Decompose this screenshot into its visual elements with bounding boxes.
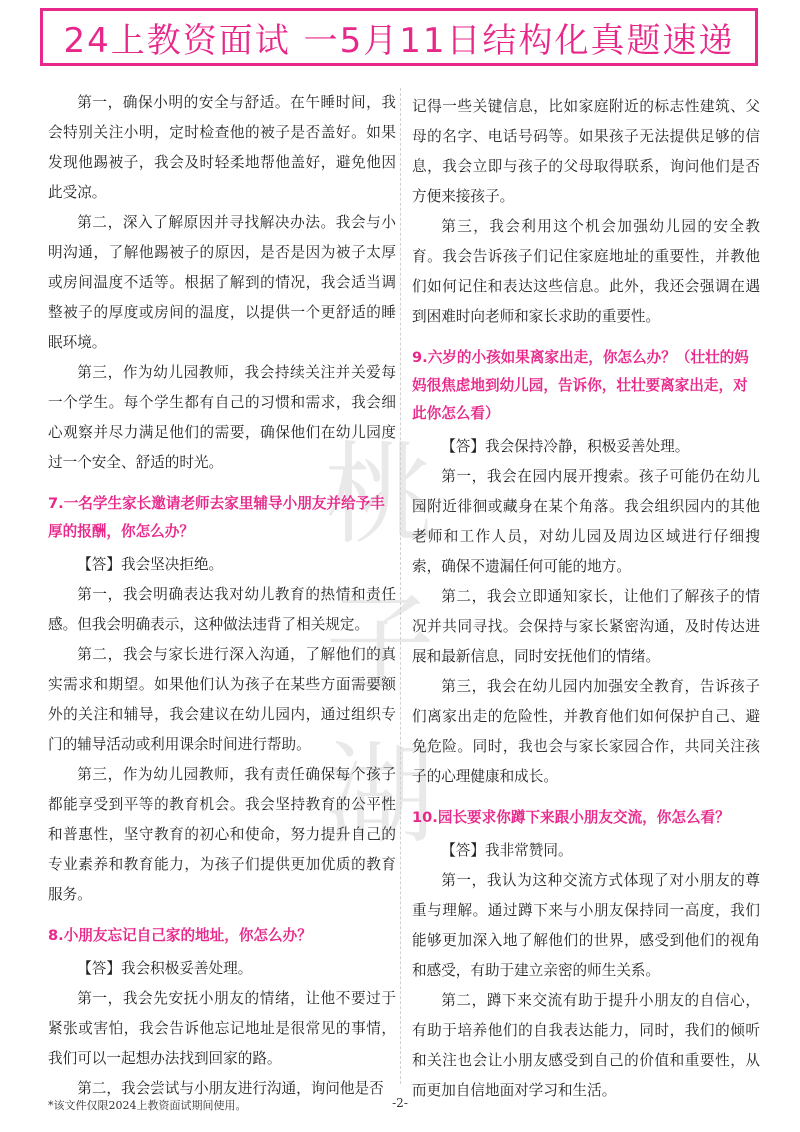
question-heading-8: 8.小朋友忘记自己家的地址，你怎么办？	[48, 927, 312, 944]
paragraph: 第三，作为幼儿园教师，我有责任确保每个孩子都能享受到平等的教育机会。我会坚持教育的公平性和普惠性，坚守教育的初心和使命，努力提升自己的专业素养和教育能力，为孩子们提供更加优质的教育服务。	[48, 766, 396, 903]
paragraph: 第二，我会立即通知家长，让他们了解孩子的情况并共同寻找。会保持与家长紧密沟通，及时传达进展和最新信息，同时安抚他们的情绪。	[412, 588, 760, 665]
watermark-line: 桃	[325, 431, 435, 559]
answer-line: 【答】我会保持冷静，积极妥善处理。	[441, 438, 690, 455]
paragraph: 第三，我会利用这个机会加强幼儿园的安全教育。我会告诉孩子们记住家庭地址的重要性，并教他们如何记住和表达这些信息。此外，我还会强调在遇到困难时向老师和家长求助的重要性。	[412, 218, 760, 325]
answer-line: 【答】我非常赞同。	[441, 842, 573, 859]
paragraph: 第一，我会明确表达我对幼儿教育的热情和责任感。但我会明确表示，这种做法违背了相关规定。	[48, 586, 396, 633]
question-heading-10: 10.园长要求你蹲下来跟小朋友交流，你怎么看？	[412, 809, 730, 826]
watermark-line: 湖	[325, 731, 435, 859]
watermark-line: 子	[325, 581, 435, 709]
answer-line: 【答】我会积极妥善处理。	[77, 960, 253, 977]
page-number: -2-	[392, 1096, 408, 1110]
paragraph: 第一，我会先安抚小朋友的情绪，让他不要过于紧张或害怕，我会告诉他忘记地址是很常见的事情，我们可以一起想办法找到回家的路。	[48, 990, 396, 1067]
right-column	[412, 92, 760, 1106]
paragraph: 第二，蹲下来交流有助于提升小朋友的自信心，有助于培养他们的自我表达能力，同时，我们的倾听和关注也会让小朋友感受到自己的价值和重要性，从而更加自信地面对学习和生活。	[412, 992, 760, 1099]
column-divider	[400, 88, 401, 1084]
question-heading-9: 9.六岁的小孩如果离家出走，你怎么办？（壮壮的妈妈很焦虑地到幼儿园，告诉你，壮壮要离家出走，对此你怎么看）	[412, 349, 749, 422]
left-column	[48, 88, 396, 1104]
paragraph-continued: 记得一些关键信息，比如家庭附近的标志性建筑、父母的名字、电话号码等。如果孩子无法提供足够的信息，我会立即与孩子的父母取得联系，询问他们是否方便来接孩子。	[412, 98, 760, 205]
paragraph: 第二，深入了解原因并寻找解决办法。我会与小明沟通，了解他踢被子的原因，是否是因为被子太厚或房间温度不适等。根据了解到的情况，我会适当调整被子的厚度或房间的温度，以提供一个更舒适的睡眠环境。	[48, 214, 396, 351]
paragraph: 第一，确保小明的安全与舒适。在午睡时间，我会特别关注小明，定时检查他的被子是否盖好。如果发现他踢被子，我会及时轻柔地帮他盖好，避免他因此受凉。	[48, 94, 396, 201]
paragraph: 第一，我认为这种交流方式体现了对小朋友的尊重与理解。通过蹲下来与小朋友保持同一高度，我们能够更加深入地了解他们的世界，感受到他们的视角和感受，有助于建立亲密的师生关系。	[412, 872, 760, 979]
paragraph: 第一，我会在园内展开搜索。孩子可能仍在幼儿园附近徘徊或藏身在某个角落。我会组织园内的其他老师和工作人员，对幼儿园及周边区域进行仔细搜索，确保不遗漏任何可能的地方。	[412, 468, 760, 575]
page-title: 24上教资面试 一5月11日结构化真题速递	[63, 20, 735, 61]
paragraph: 第三，作为幼儿园教师，我会持续关注并关爱每一个学生。每个学生都有自己的习惯和需求，我会细心观察并尽力满足他们的需要，确保他们在幼儿园度过一个安全、舒适的时光。	[48, 364, 396, 471]
paragraph: 第二，我会与家长进行深入沟通，了解他们的真实需求和期望。如果他们认为孩子在某些方面需要额外的关注和辅导，我会建议在幼儿园内，通过组织专门的辅导活动或利用课余时间进行帮助。	[48, 646, 396, 753]
paragraph: 第三，我会在幼儿园内加强安全教育，告诉孩子们离家出走的危险性，并教育他们如何保护自己、避免危险。同时，我也会与家长家园合作，共同关注孩子的心理健康和成长。	[412, 678, 760, 785]
footer-note: *该文件仅限2024上教资面试期间使用。	[48, 1099, 247, 1112]
answer-line: 【答】我会坚决拒绝。	[77, 556, 224, 573]
paragraph: 第二，我会尝试与小朋友进行沟通，询问他是否	[77, 1080, 384, 1097]
question-heading-7: 7.一名学生家长邀请老师去家里辅导小朋友并给予丰厚的报酬，你怎么办？	[48, 495, 385, 540]
page-header	[40, 8, 758, 66]
